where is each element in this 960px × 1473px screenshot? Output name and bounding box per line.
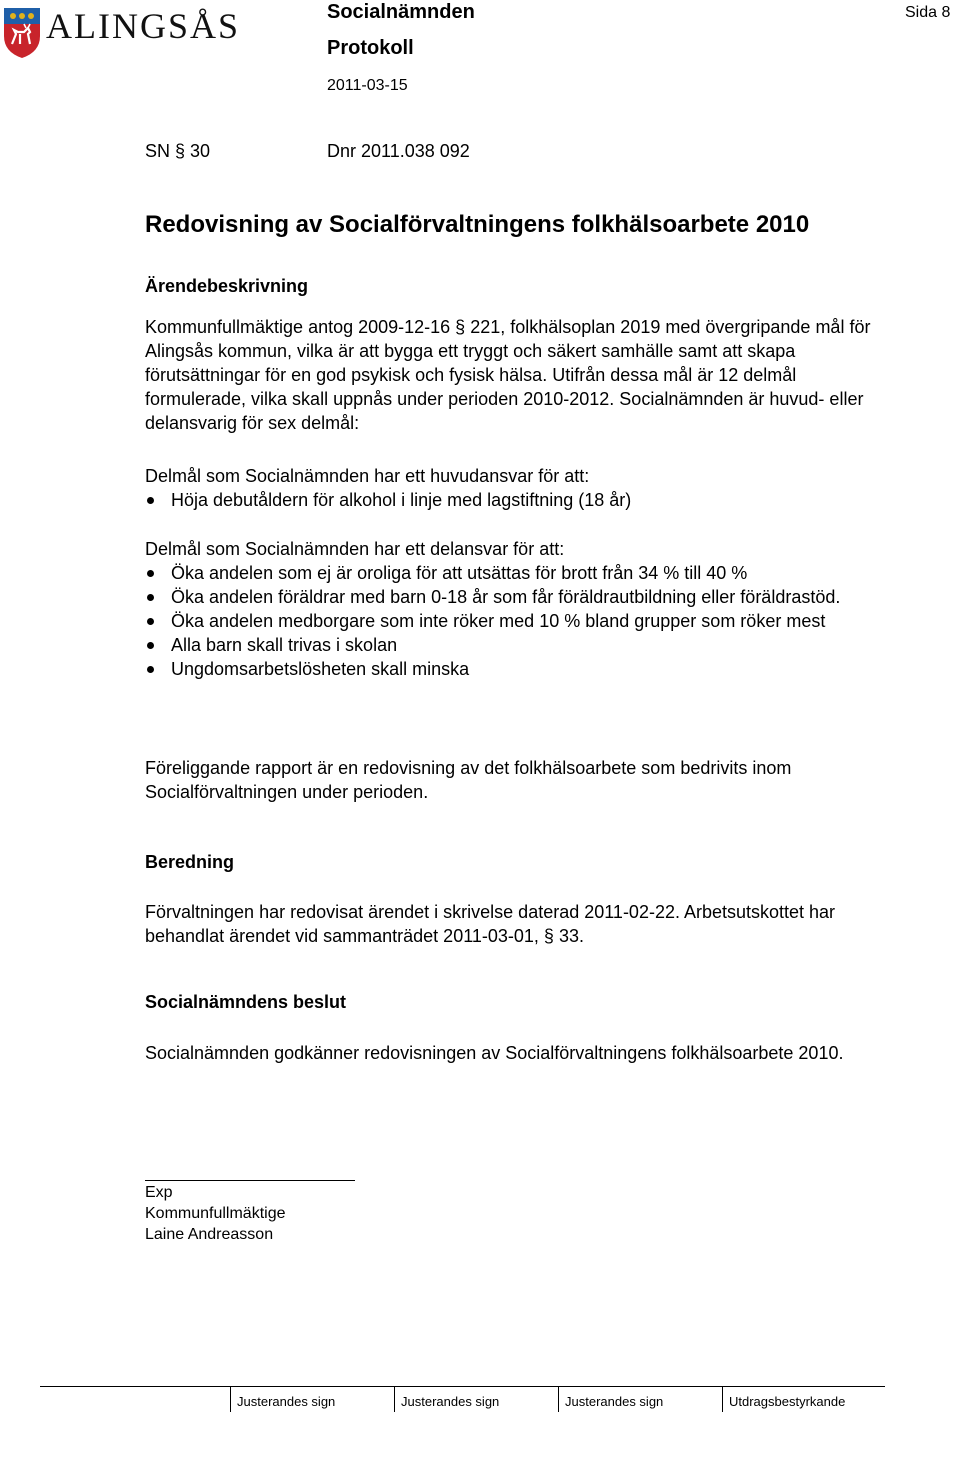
preparation-heading: Beredning (145, 852, 235, 872)
description-text: Kommunfullmäktige antog 2009-12-16 § 221, folkhälsoplan 2019 med övergripande mål för Alingsås kommun, vilka är att bygga ett tryggt och säkert samhälle samt att skapa förutsättningar för en god psykisk och fysisk hälsa. Utifrån dessa mål är 12 delmål formulerade, vilka skall uppnås under perioden 2010-2012. Socialnämnden är huvud- eller delansvarig för sex delmål: (145, 317, 871, 433)
preparation-text: Förvaltningen har redovisat ärendet i skrivelse daterad 2011-02-22. Arbetsutskottet har behandlat ärendet vid sammanträdet 2011-03-01, § 33. (145, 902, 836, 946)
distribution-person: Laine Andreasson (145, 1226, 274, 1243)
partial-responsibility-intro: Delmål som Socialnämnden har ett delansvar för att: (145, 539, 565, 559)
list-item: Öka andelen medborgare som inte röker med 10 % bland grupper som röker mest (145, 609, 890, 633)
signature-line (145, 1180, 355, 1181)
document-type: Protokoll (327, 37, 414, 59)
footer-separator (230, 1386, 231, 1412)
organization-name: Socialnämnden (327, 1, 475, 23)
footer-justerandes-sign-3: Justerandes sign (565, 1394, 664, 1409)
list-item: Ungdomsarbetslösheten skall minska (145, 657, 890, 681)
footer-utdragsbestyrkande: Utdragsbestyrkande (729, 1394, 846, 1409)
registration-number: Dnr 2011.038 092 (327, 141, 470, 161)
list-item: Höja debutåldern för alkohol i linje med lagstiftning (18 år) (145, 488, 890, 512)
page-title: Redovisning av Socialförvaltningens folkhälsoarbete 2010 (145, 211, 810, 238)
footer-separator (558, 1386, 559, 1412)
description-heading: Ärendebeskrivning (145, 276, 309, 296)
decision-text: Socialnämnden godkänner redovisningen av Socialförvaltningens folkhälsoarbete 2010. (145, 1043, 844, 1063)
coat-of-arms-icon (2, 4, 42, 60)
logo-wordmark: ALINGSÅS (46, 6, 241, 46)
alingsas-logo (2, 4, 254, 62)
case-number: SN § 30 (145, 141, 211, 161)
document-date: 2011-03-15 (327, 77, 408, 94)
main-responsibility-intro: Delmål som Socialnämnden har ett huvudansvar för att: (145, 466, 590, 486)
list-item: Öka andelen som ej är oroliga för att utsättas för brott från 34 % till 40 % (145, 561, 890, 585)
distribution-recipient: Kommunfullmäktige (145, 1205, 286, 1222)
footer-justerandes-sign-1: Justerandes sign (237, 1394, 336, 1409)
footer-separator (394, 1386, 395, 1412)
list-item: Öka andelen föräldrar med barn 0-18 år som får föräldrautbildning eller föräldrastöd. (145, 585, 890, 609)
main-responsibility-list (145, 488, 890, 512)
footer-rule (40, 1386, 885, 1387)
distribution-label: Exp (145, 1184, 173, 1201)
decision-heading: Socialnämndens beslut (145, 992, 347, 1012)
footer-separator (722, 1386, 723, 1412)
page-number: Sida 8 (905, 4, 951, 21)
partial-responsibility-list (145, 561, 890, 681)
footer-justerandes-sign-2: Justerandes sign (401, 1394, 500, 1409)
list-item: Alla barn skall trivas i skolan (145, 633, 890, 657)
report-text: Föreliggande rapport är en redovisning av det folkhälsoarbete som bedrivits inom Socialförvaltningen under perioden. (145, 758, 792, 802)
